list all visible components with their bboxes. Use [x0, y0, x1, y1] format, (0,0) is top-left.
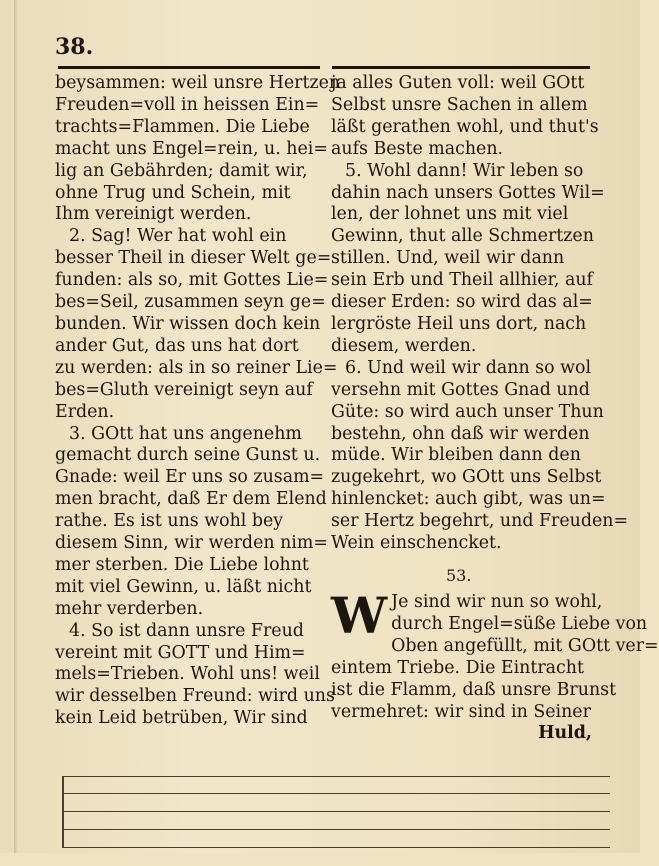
text-line: 6. Und weil wir dann so wol — [345, 357, 592, 378]
header-rule-right — [332, 66, 590, 69]
text-line: Güte: so wird auch unser Thun — [331, 401, 604, 422]
text-line: Gnade: weil Er uns so zusam= — [55, 467, 325, 488]
text-line: Oben angefüllt, mit GOtt ver= — [391, 635, 659, 656]
text-line: kein Leid betrüben, Wir sind — [55, 708, 308, 729]
text-line: eintem Triebe. Die Eintracht — [331, 657, 584, 678]
text-line: men bracht, daß Er dem Elend — [55, 489, 327, 510]
text-line: rathe. Es ist uns wohl bey — [55, 511, 284, 532]
staff-line — [62, 811, 610, 812]
text-line: lig an Gebährden; damit wir, — [55, 160, 308, 181]
text-line: ander Gut, das uns hat dort — [55, 335, 299, 356]
text-line: funden: als so, mit Gottes Lie= — [55, 270, 329, 291]
text-line: läßt gerathen wohl, und thut's — [331, 116, 599, 137]
text-line: Selbst unsre Sachen in allem — [331, 94, 588, 115]
text-line: stillen. Und, weil wir dann — [331, 248, 565, 269]
text-line: ohne Trug und Schein, mit — [55, 182, 291, 203]
text-line: Freuden=voll in heissen Ein= — [55, 94, 320, 115]
drop-cap: W — [331, 586, 388, 645]
text-line: 4. So ist dann unsre Freud — [69, 620, 304, 641]
text-line: Wein einschencket. — [331, 533, 502, 554]
hymn-53-text — [331, 586, 659, 745]
music-staff — [62, 776, 610, 866]
text-line: vermehret: wir sind in Seiner — [331, 701, 591, 722]
text-line: lergröste Heil uns dort, nach — [331, 313, 587, 334]
text-line: dieser Erden: so wird das al= — [331, 292, 593, 313]
staff-barline — [62, 776, 64, 848]
right-column — [331, 73, 629, 555]
staff-line — [62, 847, 610, 848]
hymn-number: 53. — [446, 566, 472, 585]
text-line: diesem, werden. — [331, 335, 477, 356]
text-line: 3. GOtt hat uns angenehm — [69, 423, 302, 444]
text-line: ist die Flamm, daß unsre Brunst — [331, 679, 617, 700]
staff-line — [62, 829, 610, 830]
page-number: 38. — [55, 34, 94, 60]
text-line: wir desselben Freund: wird uns — [55, 686, 335, 707]
text-line: bunden. Wir wissen doch kein — [55, 313, 321, 334]
text-line: beysammen: weil unsre Hertzen — [55, 73, 341, 93]
text-line: aufs Beste machen. — [331, 138, 504, 159]
text-line: trachts=Flammen. Die Liebe — [55, 116, 310, 137]
text-line: 5. Wohl dann! Wir leben so — [345, 160, 584, 181]
text-line: Ihm vereinigt werden. — [55, 204, 252, 225]
text-line: durch Engel=süße Liebe von — [391, 613, 648, 634]
text-line: mehr verderben. — [55, 598, 204, 619]
text-line: diesem Sinn, wir werden nim= — [55, 533, 328, 554]
text-line: ja alles Guten voll: weil GOtt — [331, 73, 585, 93]
text-line: Erden. — [55, 401, 115, 422]
staff-line — [62, 793, 610, 794]
text-line: bestehn, ohn daß wir werden — [331, 423, 590, 444]
text-line: hinlencket: auch gibt, was un= — [331, 489, 606, 510]
text-line: sein Erb und Theil allhier, auf — [331, 270, 593, 291]
text-line: Gewinn, thut alle Schmertzen — [331, 226, 594, 247]
header-rule-left — [58, 66, 320, 69]
text-line: mels=Trieben. Wohl uns! weil — [55, 664, 320, 685]
text-line: bes=Seil, zusammen seyn ge= — [55, 292, 326, 313]
text-line: vereint mit GOTT und Him= — [55, 642, 306, 663]
text-line: len, der lohnet uns mit viel — [331, 204, 569, 225]
text-line: bes=Gluth vereinigt seyn auf — [55, 379, 313, 400]
text-line: müde. Wir bleiben dann den — [331, 445, 581, 466]
text-line: mer sterben. Die Liebe lohnt — [55, 554, 309, 575]
text-line: versehn mit Gottes Gnad und — [331, 379, 590, 400]
staff-line — [62, 776, 610, 777]
text-line: Je sind wir nun so wohl, — [391, 592, 603, 612]
left-column — [55, 73, 341, 730]
text-line: zugekehrt, wo GOtt uns Selbst — [331, 467, 602, 488]
page-gutter-shadow — [14, 0, 18, 853]
text-line: besser Theil in dieser Welt ge= — [55, 248, 332, 269]
text-line: mit viel Gewinn, u. läßt nicht — [55, 576, 312, 597]
text-line: 2. Sag! Wer hat wohl ein — [69, 226, 287, 247]
text-line: dahin nach unsers Gottes Wil= — [331, 182, 605, 203]
text-line: gemacht durch seine Gunst u. — [55, 445, 321, 466]
text-line: macht uns Engel=rein, u. hei= — [55, 138, 328, 159]
text-line: zu werden: als in so reiner Lie= — [55, 357, 338, 378]
catchword: Huld, — [538, 723, 592, 744]
text-line: ser Hertz begehrt, und Freuden= — [331, 511, 629, 532]
